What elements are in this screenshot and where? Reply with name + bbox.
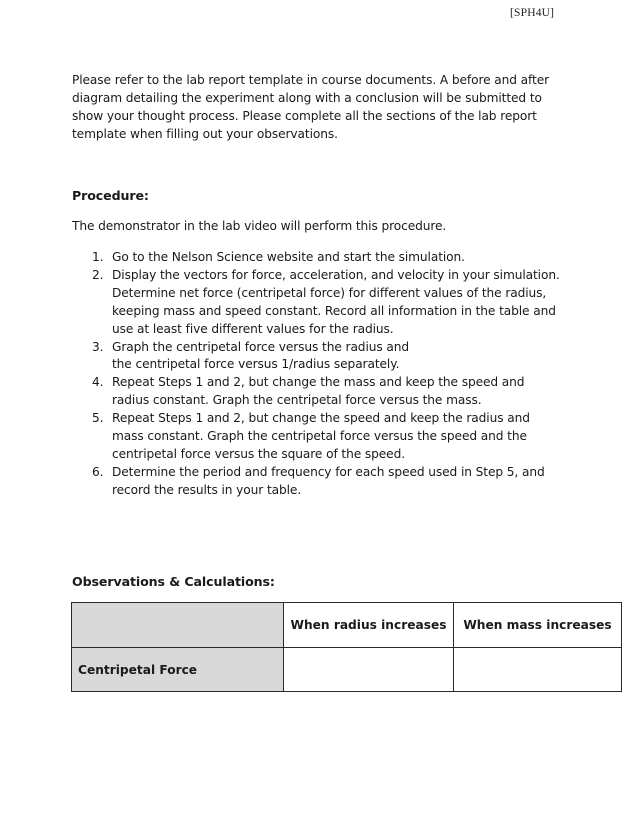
observations-table <box>71 602 622 692</box>
intro-paragraph: Please refer to the lab report template in course documents. A before and after diagram detailing the experiment along with a conclusion will be submitted to show your thought process. Please complete all the sections of the lab report template when filling out your observations. <box>72 73 550 141</box>
procedure-heading: Procedure: <box>72 188 149 203</box>
step-number: 4. <box>92 375 104 390</box>
step-text: Display the vectors for force, acceleration, and velocity in your simulation. Determine net force (centripetal force) for different values of the radius, keeping mass and speed constant. Record all information in the table and use at least five different values for the radius. <box>112 267 560 336</box>
step-text: Graph the centripetal force versus the radius and the centripetal force versus 1/radius separately. <box>112 339 410 372</box>
table-cell-radius[interactable] <box>284 648 454 692</box>
observations-heading: Observations & Calculations: <box>72 574 275 589</box>
step-number: 2. <box>92 267 104 282</box>
step-number: 3. <box>92 339 104 354</box>
procedure-steps <box>72 249 562 500</box>
step-text: Repeat Steps 1 and 2, but change the speed and keep the radius and mass constant. Graph the centripetal force versus the speed and the centripetal force versus the square of the speed. <box>112 411 530 461</box>
column-header-radius: When radius increases <box>284 603 454 648</box>
step-number: 1. <box>92 250 104 264</box>
step-number: 5. <box>92 411 104 426</box>
table-header-row <box>72 603 622 648</box>
procedure-intro: The demonstrator in the lab video will perform this procedure. <box>72 219 447 233</box>
procedure-step <box>72 374 562 410</box>
step-number: 6. <box>92 464 104 479</box>
step-text: Determine the period and frequency for each speed used in Step 5, and record the results in your table. <box>112 464 545 497</box>
procedure-step <box>72 339 562 375</box>
table-corner-cell <box>72 603 284 648</box>
table-row <box>72 648 622 692</box>
step-text: Repeat Steps 1 and 2, but change the mass and keep the speed and radius constant. Graph the centripetal force versus the mass. <box>112 375 525 408</box>
table-cell-mass[interactable] <box>454 648 622 692</box>
row-header-centripetal-force: Centripetal Force <box>72 648 284 692</box>
procedure-step <box>72 267 562 339</box>
procedure-step <box>72 464 562 500</box>
procedure-step <box>72 410 562 464</box>
step-text: Go to the Nelson Science website and start the simulation. <box>112 250 465 264</box>
column-header-mass: When mass increases <box>454 603 622 648</box>
procedure-step <box>72 249 562 267</box>
course-code: [SPH4U] <box>510 7 555 19</box>
